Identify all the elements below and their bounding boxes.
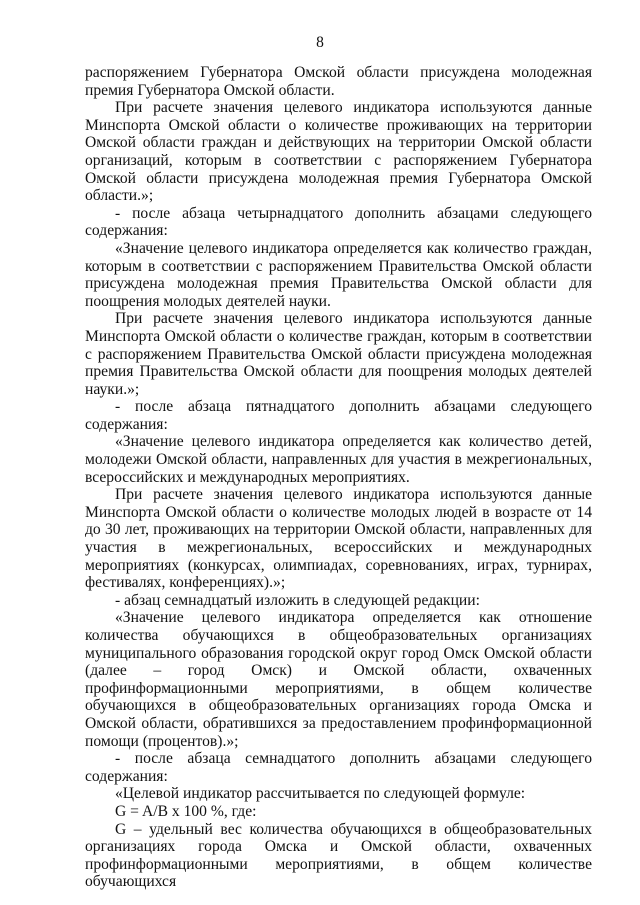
paragraph-amendment: - абзац семнадцатый изложить в следующей редакции:	[115, 591, 480, 609]
paragraph: При расчете значения целевого индикатора используются данные Минспорта Омской области о количестве проживающих на территории Омской области граждан и действующих на территории Омской области организаций, которым в соответствии с распоряжением Губернатора Омской области присуждена молодежная премия Губернатора Омской области.»;	[85, 99, 592, 205]
paragraph: При расчете значения целевого индикатора используются данные Минспорта Омской области о количестве граждан, которым в соответствии с распоряжением Правительства Омской области присуждена молодежная премия Правительства Омской области для поощрения молодых деятелей науки.»;	[85, 310, 592, 398]
paragraph: «Целевой индикатор рассчитывается по следующей формуле:	[115, 785, 526, 803]
paragraph-amendment: - после абзаца пятнадцатого дополнить абзацами следующего содержания:	[85, 398, 592, 433]
paragraph: «Значение целевого индикатора определяется как отношение количества обучающихся в общеобразовательных организациях муниципального образования городской округ город Омск Омской области (далее – город Омск) и Омской области, охваченных профинформационными мероприятиями, в общем количестве обучающихся в общеобразовательных организациях города Омска и Омской области, обратившихся за предоставлением профинформационной помощи (процентов).»;	[85, 609, 592, 750]
paragraph-amendment: - после абзаца семнадцатого дополнить абзацами следующего содержания:	[85, 750, 592, 785]
document-body	[85, 64, 592, 891]
paragraph-amendment: - после абзаца четырнадцатого дополнить абзацами следующего содержания:	[85, 204, 592, 240]
paragraph-definition: G – удельный вес количества обучающихся в общеобразовательных организациях города Омска и Омской области, охваченных профинформационными мероприятиями, в общем количестве обучающихся	[85, 820, 592, 891]
paragraph-continuation: распоряжением Губернатора Омской области присуждена молодежная премия Губернатора Омской области.	[85, 64, 592, 99]
formula: G = A/B x 100 %, где:	[115, 802, 257, 820]
paragraph: «Значение целевого индикатора определяется как количество граждан, которым в соответствии с распоряжением Правительства Омской области присуждена молодежная премия Правительства Омской области для поощрения молодых деятелей науки.	[85, 239, 592, 310]
page-number: 8	[316, 34, 324, 51]
paragraph: «Значение целевого индикатора определяется как количество детей, молодежи Омской области, направленных для участия в межрегиональных, всероссийских и международных мероприятиях.	[85, 433, 592, 486]
paragraph: При расчете значения целевого индикатора используются данные Минспорта Омской области о количестве молодых людей в возрасте от 14 до 30 лет, проживающих на территории Омской области, направленных для участия в межрегиональных, всероссийских и международных мероприятиях (конкурсах, олимпиадах, соревнованиях, играх, турнирах, фестивалях, конференциях).»;	[85, 486, 592, 592]
